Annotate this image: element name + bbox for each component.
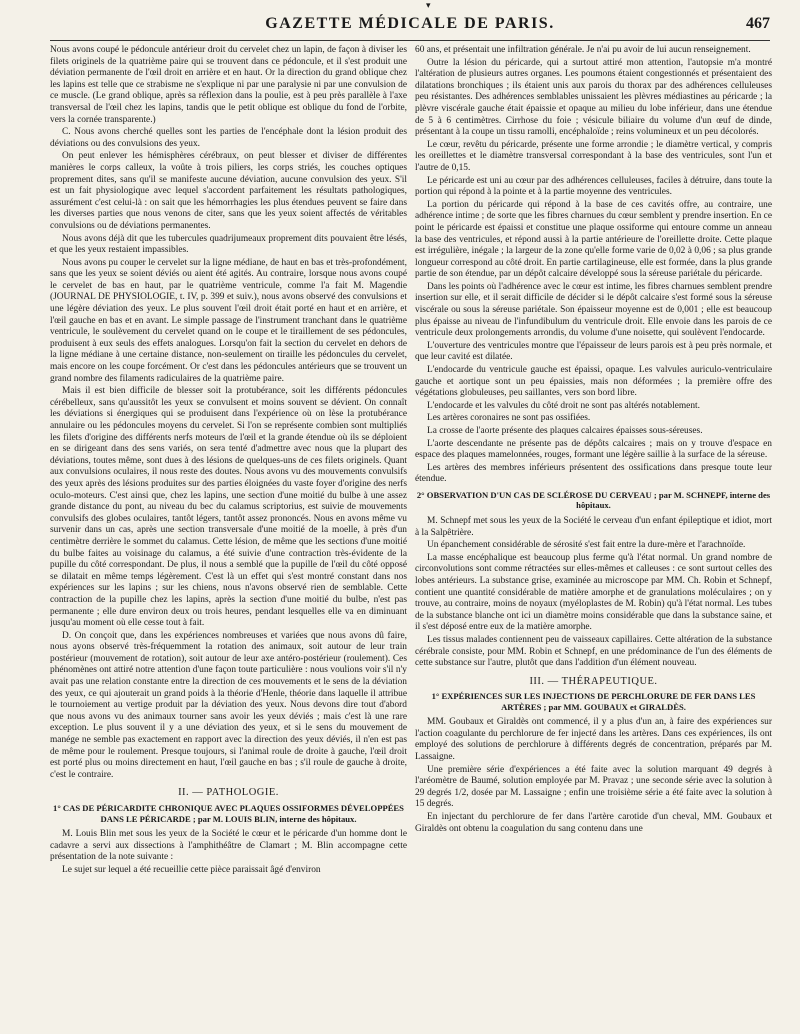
page-number: 467 (746, 15, 770, 32)
paragraph: Les tissus malades contiennent peu de vaisseaux capillaires. Cette altération de la substance cérébrale consiste, pour MM. Robin et Schnepf, en une prédominance de l'un des éléments de cette substance sur l'autre, plutôt que dans l'addition d'un élément nouveau. (415, 634, 772, 669)
left-column (50, 45, 407, 1030)
paragraph: La masse encéphalique est beaucoup plus ferme qu'à l'état normal. Un grand nombre de circonvolutions sont comme rétractées sur elles-mêmes et calleuses : ce sont surtout celles des lobes antérieurs. La substance grise, examinée au microscope par MM. Ch. Robin et Schnepf, contient une quantité considérable de matière amorphe et de granulations moléculaires ; on y trouve, au contraire, moins de noyaux (myéloplastes de M. Robin) qu'à l'état normal. Les tubes de la substance blanche ont ici un diamètre moins considérable que dans la substance saine, et il s'est déposé entre eux de la matière amorphe. (415, 552, 772, 633)
article-subheading: 2° OBSERVATION D'UN CAS DE SCLÉROSE DU CERVEAU ; par M. SCHNEPF, interne des hôpitaux. (416, 489, 771, 511)
paragraph: Le péricarde est uni au cœur par des adhérences celluleuses, faciles à détruire, dans toute la portion qui répond à la pointe et à la partie moyenne des ventricules. (415, 175, 772, 198)
paragraph: Une première série d'expériences a été faite avec la solution marquant 49 degrés à l'aréomètre de Baumé, solution employée par M. Pravaz ; une seconde série avec la solution à 29 degrés 1/2, dosée par M. Lassaigne ; enfin une troisième série a été faite avec la solution à 15 degrés. (415, 764, 772, 810)
paragraph: Nous avons déjà dit que les tubercules quadrijumeaux proprement dits pouvaient être lésés, et que les yeux restaient impassibles. (50, 233, 407, 256)
paragraph: 60 ans, et présentait une infiltration générale. Je n'ai pu avoir de lui aucun renseignement. (415, 45, 751, 55)
top-mark: ▾ (426, 0, 431, 10)
paragraph: Outre la lésion du péricarde, qui a surtout attiré mon attention, l'autopsie m'a montré l'altération de plusieurs autres organes. Les poumons étaient congestionnés et présentaient des dilatations bronchiques ; ils étaient unis aux parois du thorax par des adhérences celluleuses peu résistantes. Des adhérences semblables unissaient les plèvres médiastines au péricarde ; la plèvre viscérale gauche était épaissie et opaque au milieu du lobe inférieur, dans une étendue de 5 à 6 centimètres. Cirrhose du foie ; vésicule biliaire du volume d'un œuf de dinde, présentant à la coupe un tissu ramolli, encéphaloïde ; reins volumineux et un peu décolorés. (415, 57, 772, 138)
paragraph: Un épanchement considérable de sérosité s'est fait entre la dure-mère et l'arachnoïde. (427, 540, 746, 551)
paragraph: L'endocarde du ventricule gauche est épaissi, opaque. Les valvules auriculo-ventriculaire gauche et aortique sont un peu épaissies, mais non déformées ; la première offre des végétations globuleuses, peu saillantes, vers son bord libre. (415, 365, 772, 399)
paragraph: Le sujet sur lequel a été recueillie cette pièce paraissait âgé d'environ (62, 864, 321, 875)
section-heading-pathologie: II. — PATHOLOGIE. (178, 787, 279, 799)
journal-title: GAZETTE MÉDICALE DE PARIS. (265, 15, 555, 32)
paragraph: M. Schnepf met sous les yeux de la Société le cerveau d'un enfant épileptique et idiot, mort à la Salpêtrière. (415, 515, 772, 538)
paragraph: Nous avons coupé le pédoncule antérieur droit du cervelet chez un lapin, de façon à diviser les filets originels de la quatrième paire qui se trouvent dans ce pédoncule, et il s'est produit une déviation permanente de l'œil droit en arrière et en haut. Or la direction du grand oblique chez les lapins est telle que ce strabisme ne s'explique ni par une paralysie ni par une convulsion de ce muscle. (Le grand oblique, après sa réflexion dans la poulie, est à peu près parallèle à l'axe transversal de l'œil chez les lapins, tandis que le petit oblique est oblique du fond de l'orbite, vers la cornée transparente.) (50, 45, 407, 125)
paragraph: On peut enlever les hémisphères cérébraux, on peut blesser et diviser de différentes manières le corps calleux, la voûte à trois piliers, les corps striés, les couches optiques proprement dites, sans qu'il se manifeste aucune déviation, aucune convulsion des yeux. S'il est un fait physiologique avec lequel s'accordent parfaitement les résultats pathologiques, assurément c'est celui-là : on sait que les hémorrhagies les plus étendues peuvent se faire dans les diverses parties que nous venons de citer, sans que les yeux soient affectés de véritables convulsions ou de déviations permanentes. (50, 151, 407, 231)
paragraph: Nous avons pu couper le cervelet sur la ligne médiane, de haut en bas et très-profondément, sans que les yeux se soient déviés ou aient été agités. Au contraire, lorsque nous avons coupé le cervelet de bas en haut, par le quatrième ventricule, comme l'a fait M. Magendie (JOURNAL DE PHYSIOLOGIE, t. IV, p. 399 et suiv.), nous avons observé des convulsions et une légère déviation des yeux. Le plus souvent l'œil droit était porté en haut et en arrière, et l'œil gauche en bas et en avant. Le simple passage de l'instrument tranchant dans le quatrième ventricule, le soulèvement du cervelet quand on le coupe et le tiraillement de ses pédoncules, produisent à eux seuls des effets analogues. Lorsqu'on fait la section du cervelet en dehors de la ligne médiane à une certaine distance, non-seulement on tiraille les pédoncules du cervelet, mais encore on les coupe forcément. Or c'est dans les pédoncules antérieurs que se trouvent un grand nombre des filaments radiculaires de la quatrième paire. (50, 257, 407, 384)
paragraph: Dans les points où l'adhérence avec le cœur est intime, les fibres charnues semblent prendre insertion sur elle, et il serait difficile de décider si le dépôt calcaire s'est formé sous la séreuse viscérale ou sous la séreuse pariétale. Son épaisseur moyenne est de 0,001 ; elle est beaucoup plus épaisse au niveau de l'infundibulum du ventricule droit. Elle envoie dans les parois de ce ventricule deux prolongements arrondis, du volume d'une noisette, qui soulèvent l'endocarde. (415, 281, 772, 339)
section-heading-therapeutique: III. — THÉRAPEUTIQUE. (529, 675, 658, 687)
paragraph: La crosse de l'aorte présente des plaques calcaires épaisses sous-séreuses. (427, 426, 703, 436)
right-column (415, 45, 772, 1030)
paragraph: Mais il est bien difficile de blesser soit la protubérance, soit les différents pédoncules cérébelleux, sans qu'aussitôt les yeux se convulsent et moins souvent se dévient. On connaît les déviations si énergiques qui se produisent dans l'expérience où on lèse la protubérance annulaire ou les pédoncules moyens du cervelet. Si l'on se représente combien sont multipliés les filets d'origine des différents nerfs moteurs de l'œil et la grande étendue où ils se déploient en se dirigeant dans des sens variés, on sera tenté d'admettre avec nous que la plupart des déviations, toutes même, sont dues à des lésions de quelques-uns de ces filets originels. Quant aux convulsions oculaires, il nous reste des doutes. Nous avons vu des mouvements convulsifs des yeux après des lésions produites sur des parties éloignées du vaste foyer d'origine des nerfs oculo-moteurs. C'est ainsi que, chez les lapins, une section d'une moitié du bulbe à une assez grande distance du pont, au niveau du bec du calamus scriptorius, est suivie de mouvements convulsifs des globes oculaires, tantôt légers, tantôt assez prononcés. Nous en avons même vu survenir dans un cas, après une section transversale d'une moitié de la moelle, à près d'un centimètre derrière le sommet du calamus. Cette lésion, de même que les sections d'une moitié du bulbe faites au voisinage du calamus, a été suivie d'une contraction très-évidente de la pupille du côté correspondant. De plus, il nous a semblé que la pupille de l'œil du côté opposé se dilatait en même temps légèrement. C'est là un effet qui s'est montré constant dans nos expériences sur les lapins ; sur les chiens, nous n'avons observé rien de semblable. Cette contraction de la pupille chez les lapins, après la section d'une moitié du bulbe, n'est pas permanente ; elle dure environ deux ou trois heures, pendant lesquelles elle va en diminuant jusqu'au moment où elle cesse tout à fait. (50, 386, 407, 629)
paragraph: Les artères des membres inférieurs présentent des ossifications dans presque toute leur étendue. (415, 462, 772, 485)
paragraph: Les artères coronaires ne sont pas ossifiées. (427, 413, 591, 424)
paragraph: MM. Goubaux et Giraldès ont commencé, il y a plus d'un an, à faire des expériences sur l'action coagulante du perchlorure de fer injecté dans les artères. Dans ces expériences, ils ont employé des solutions de perchlorure à différents degrés de concentration, préparés par M. Lassaigne. (415, 717, 772, 763)
paragraph: D. On conçoit que, dans les expériences nombreuses et variées que nous avons dû faire, nous ayons observé très-fréquemment la rotation des animaux, soit autour de leur train postérieur (mouvement de rotation), soit autour de leur axe antéro-postérieur (roulement). Ces phénomènes ont attiré notre attention d'une façon toute particulière : nous voulions voir s'il n'y avait pas une relation constante entre la direction de ces mouvements et le sens de la déviation des yeux, ce qui ajouterait un grand poids à la théorie d'Henle, théorie dans laquelle il attribue le tournoiement au vertige produit par la déviation des yeux. Nous devons dire tout d'abord que nous avons vu des animaux tourner sans avoir les yeux déviés ; mais c'est là une rare exception. Le plus souvent il y a une déviation des yeux, et si le sens du mouvement de manége ne semble pas exactement en rapport avec la direction des yeux déviés, il n'en est pas de même pour le roulement. Presque toujours, si l'animal roule de droite à gauche, l'œil droit est porté plus ou moins directement en haut, l'œil gauche en bas ; s'il roule de gauche à droite, c'est le contraire. (50, 630, 407, 780)
paragraph: C. Nous avons cherché quelles sont les parties de l'encéphale dont la lésion produit des déviations ou des convulsions des yeux. (50, 127, 407, 149)
paragraph: La portion du péricarde qui répond à la base de ces cavités offre, au contraire, une adhérence intime ; de sorte que les fibres charnues du cœur semblent y prendre insertion. En ce point le péricarde est épaissi et constitue une plaque ossiforme qui entoure comme un anneau la base des ventricules, et répond aussi à la partie antérieure de l'oreillette droite. Cette plaque est irrégulière, inégale ; la largeur de la zone qu'elle forme varie de 0,02 à 0,06 ; sa plus grande longueur correspond au côté droit. En partie cartilagineuse, elle est formée, dans la plus grande partie de son étendue, par un dépôt calcaire développé sous la séreuse pariétale du péricarde. (415, 199, 772, 280)
article-subheading: 1° CAS DE PÉRICARDITE CHRONIQUE AVEC PLAQUES OSSIFORMES DÉVELOPPÉES DANS LE PÉRICARDE ; par M. LOUIS BLIN, interne des hôpitaux. (53, 803, 404, 824)
paragraph: L'endocarde et les valvules du côté droit ne sont pas altérés notablement. (427, 400, 700, 411)
paragraph: M. Louis Blin met sous les yeux de la Société le cœur et le péricarde d'un homme dont le cadavre a servi aux dissections à l'amphithéâtre de Clamart ; M. Blin accompagne cette présentation de la note suivante : (50, 829, 407, 863)
paragraph: L'ouverture des ventricules montre que l'épaisseur de leurs parois est à peu près normale, et que leur cavité est dilatée. (415, 340, 772, 363)
paragraph: En injectant du perchlorure de fer dans l'artère carotide d'un cheval, MM. Goubaux et Giraldès ont obtenu la coagulation du sang contenu dans une (415, 812, 772, 834)
page-header (50, 0, 770, 41)
article-subheading: 1° EXPÉRIENCES SUR LES INJECTIONS DE PERCHLORURE DE FER DANS LES ARTÈRES ; par MM. GOUBAUX et GIRALDÈS. (431, 691, 756, 712)
paragraph: L'aorte descendante ne présente pas de dépôts calcaires ; mais on y trouve d'espace en espace des plaques mamelonnées, rouges, formant une légère saillie à la surface de la séreuse. (415, 438, 772, 461)
paragraph: Le cœur, revêtu du péricarde, présente une forme arrondie ; le diamètre vertical, y compris les oreillettes et le diamètre transversal correspondant à la base des ventricules, sont l'un et l'autre de 0,15. (415, 139, 772, 173)
